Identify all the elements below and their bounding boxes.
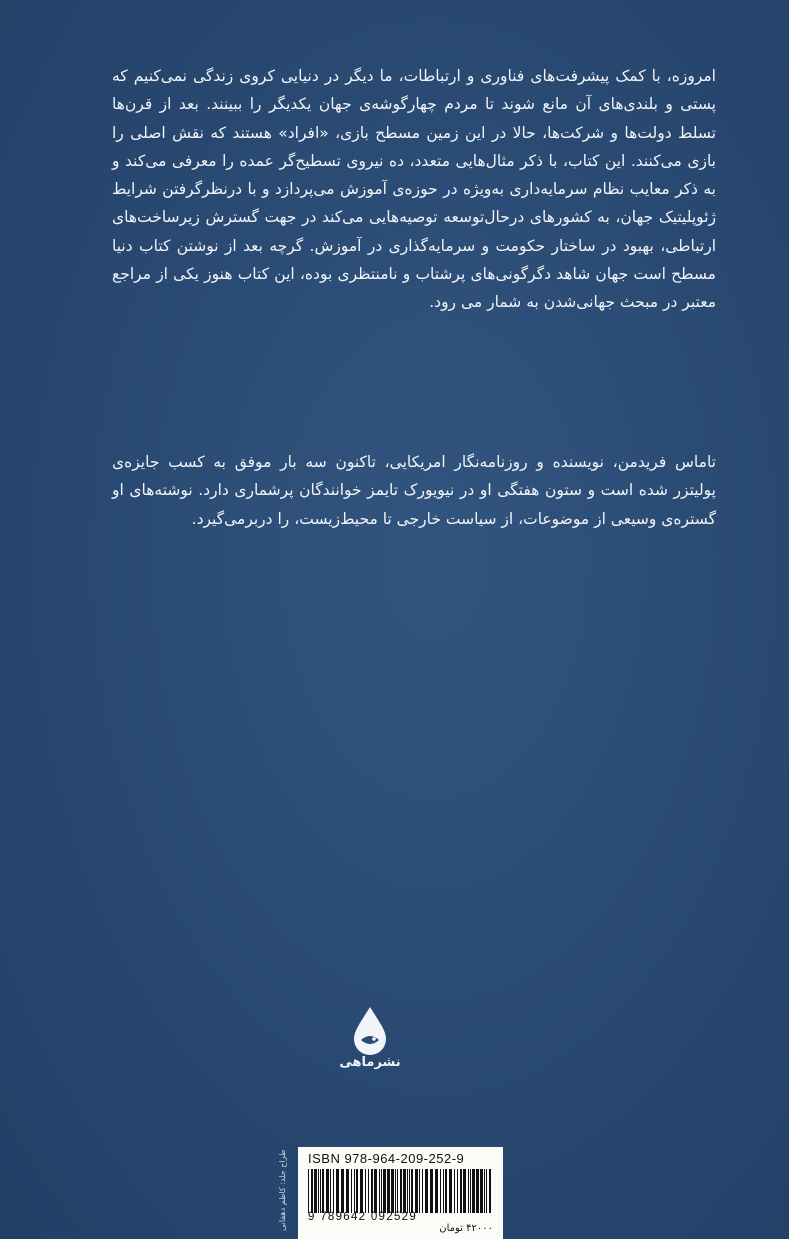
barcode-bar xyxy=(489,1169,491,1213)
description-line: و با درنظرگرفتن شرایط ژئوپلیتیک جهان، به کشورهای درحال‌توسعه xyxy=(112,180,716,227)
barcode-bar xyxy=(391,1169,394,1213)
barcode-bar xyxy=(443,1169,444,1213)
description-line: کتاب، با ذکر مثال‌هایی متعدد، ده نیروی تسطیح‌گر عمده را معرفی می‌کند xyxy=(125,151,600,170)
barcode-bar xyxy=(472,1169,475,1213)
barcode-bar xyxy=(480,1169,483,1213)
barcode-bar xyxy=(454,1169,455,1213)
barcode-bar xyxy=(371,1169,373,1213)
description-line: زندگی نمی‌کنیم که پستی و بلندی‌های آن مانع شوند تا مردم چهارگوشه‌ی xyxy=(112,67,716,114)
publisher-name: نشرماهی xyxy=(339,1055,401,1070)
barcode-bar xyxy=(468,1169,469,1213)
barcode-bar xyxy=(411,1169,413,1213)
bio-line: موفق به کسب جایزه‌ی پولیتزر شده است و ستون هفتگی او در xyxy=(112,453,716,500)
barcode-bar xyxy=(330,1169,331,1213)
description-line: این زمین مسطح بازی، «افراد» هستند که نقش اصلی را بازی می‌کنند. این xyxy=(112,123,716,170)
bio-line: نیویورک تایمز خوانندگان پرشماری دارد. نوشته‌های او گستره‌ی xyxy=(112,481,716,528)
barcode-bar xyxy=(326,1169,329,1213)
barcode-digits: 9 789642 092529 xyxy=(308,1211,418,1223)
barcode-bar xyxy=(430,1169,433,1213)
author-bio xyxy=(112,448,716,533)
barcode-bar xyxy=(470,1169,471,1213)
barcode-bar xyxy=(374,1169,377,1213)
barcode-bar xyxy=(435,1169,438,1213)
barcode-bar xyxy=(407,1169,408,1213)
description-line: و به ذکر معایب نظام سرمایه‌داری به‌ویژه در حوزه‌ی آموزش می‌پردازد xyxy=(112,151,716,199)
barcode-bar xyxy=(422,1169,423,1213)
barcode-bar xyxy=(379,1169,380,1213)
barcode-bar xyxy=(354,1169,355,1213)
barcode-bar xyxy=(486,1169,487,1213)
barcode-bar xyxy=(484,1169,485,1213)
barcode-bar xyxy=(311,1169,313,1213)
price-label: ۴۲۰۰۰ تومان xyxy=(439,1223,493,1234)
barcode-bar xyxy=(460,1169,462,1213)
bio-line: وسیعی از موضوعات، از سیاست خارجی تا محیط‌زیست، را دربرمی‌گیرد. xyxy=(191,509,657,528)
barcode xyxy=(306,1169,494,1213)
description-line: امروزه، با کمک پیشرفت‌های فناوری و ارتباطات، ما دیگر در دنیایی کروی xyxy=(239,67,716,85)
barcode-bar xyxy=(476,1169,479,1213)
isbn-text: ISBN 978-964-209-252-9 xyxy=(308,1151,465,1166)
barcode-bar xyxy=(383,1169,386,1213)
barcode-bar xyxy=(365,1169,366,1213)
barcode-bar xyxy=(387,1169,390,1213)
barcode-bar xyxy=(397,1169,398,1213)
description-line: این کتاب هنوز یکی از مراجع معتبر در مبحث جهانی‌شدن به شمار می رود. xyxy=(112,265,716,312)
barcode-bar xyxy=(415,1169,418,1213)
barcode-bar xyxy=(360,1169,363,1213)
barcode-label xyxy=(298,1147,503,1239)
fish-drop-logo-icon xyxy=(350,1005,390,1055)
barcode-bar xyxy=(381,1169,382,1213)
barcode-bar xyxy=(440,1169,441,1213)
barcode-bar xyxy=(457,1169,458,1213)
barcode-bar xyxy=(463,1169,466,1213)
barcode-bar xyxy=(336,1169,339,1213)
barcode-bar xyxy=(403,1169,406,1213)
barcode-bar xyxy=(425,1169,428,1213)
cover-designer-credit: طراح جلد: کاظم دهقانی xyxy=(278,1150,287,1232)
barcode-bar xyxy=(346,1169,349,1213)
barcode-bar xyxy=(409,1169,410,1213)
barcode-bar xyxy=(320,1169,321,1213)
barcode-bar xyxy=(419,1169,420,1213)
barcode-bar xyxy=(341,1169,344,1213)
barcode-bar xyxy=(318,1169,319,1213)
description-line: جهان یکدیگر را ببینند. بعد از قرن‌ها تسلط دولت‌ها و شرکت‌ها، حالا در xyxy=(112,95,717,142)
barcode-bar xyxy=(445,1169,447,1213)
barcode-bar xyxy=(322,1169,324,1213)
book-description xyxy=(112,62,716,317)
barcode-bar xyxy=(368,1169,369,1213)
description-line: دنیا مسطح است جهان شاهد دگرگونی‌های پرشتاب و نامنتظری بوده، xyxy=(112,236,716,284)
barcode-bar xyxy=(395,1169,396,1213)
barcode-bar xyxy=(314,1169,317,1213)
bio-line: تاماس فریدمن، نویسنده و روزنامه‌نگار امریکایی، تاکنون سه بار xyxy=(280,453,716,471)
barcode-bar xyxy=(333,1169,334,1213)
barcode-bar xyxy=(449,1169,452,1213)
barcode-bar xyxy=(356,1169,358,1213)
barcode-bar xyxy=(351,1169,352,1213)
description-line: توصیه‌هایی می‌کند در جهت گسترش زیرساخت‌های ارتباطی، بهبود در xyxy=(112,208,716,255)
description-line: ساختار حکومت و سرمایه‌گذاری در آموزش. گرچه بعد از نوشتن کتاب xyxy=(139,236,596,255)
barcode-bar xyxy=(308,1169,309,1213)
barcode-bar xyxy=(400,1169,402,1213)
